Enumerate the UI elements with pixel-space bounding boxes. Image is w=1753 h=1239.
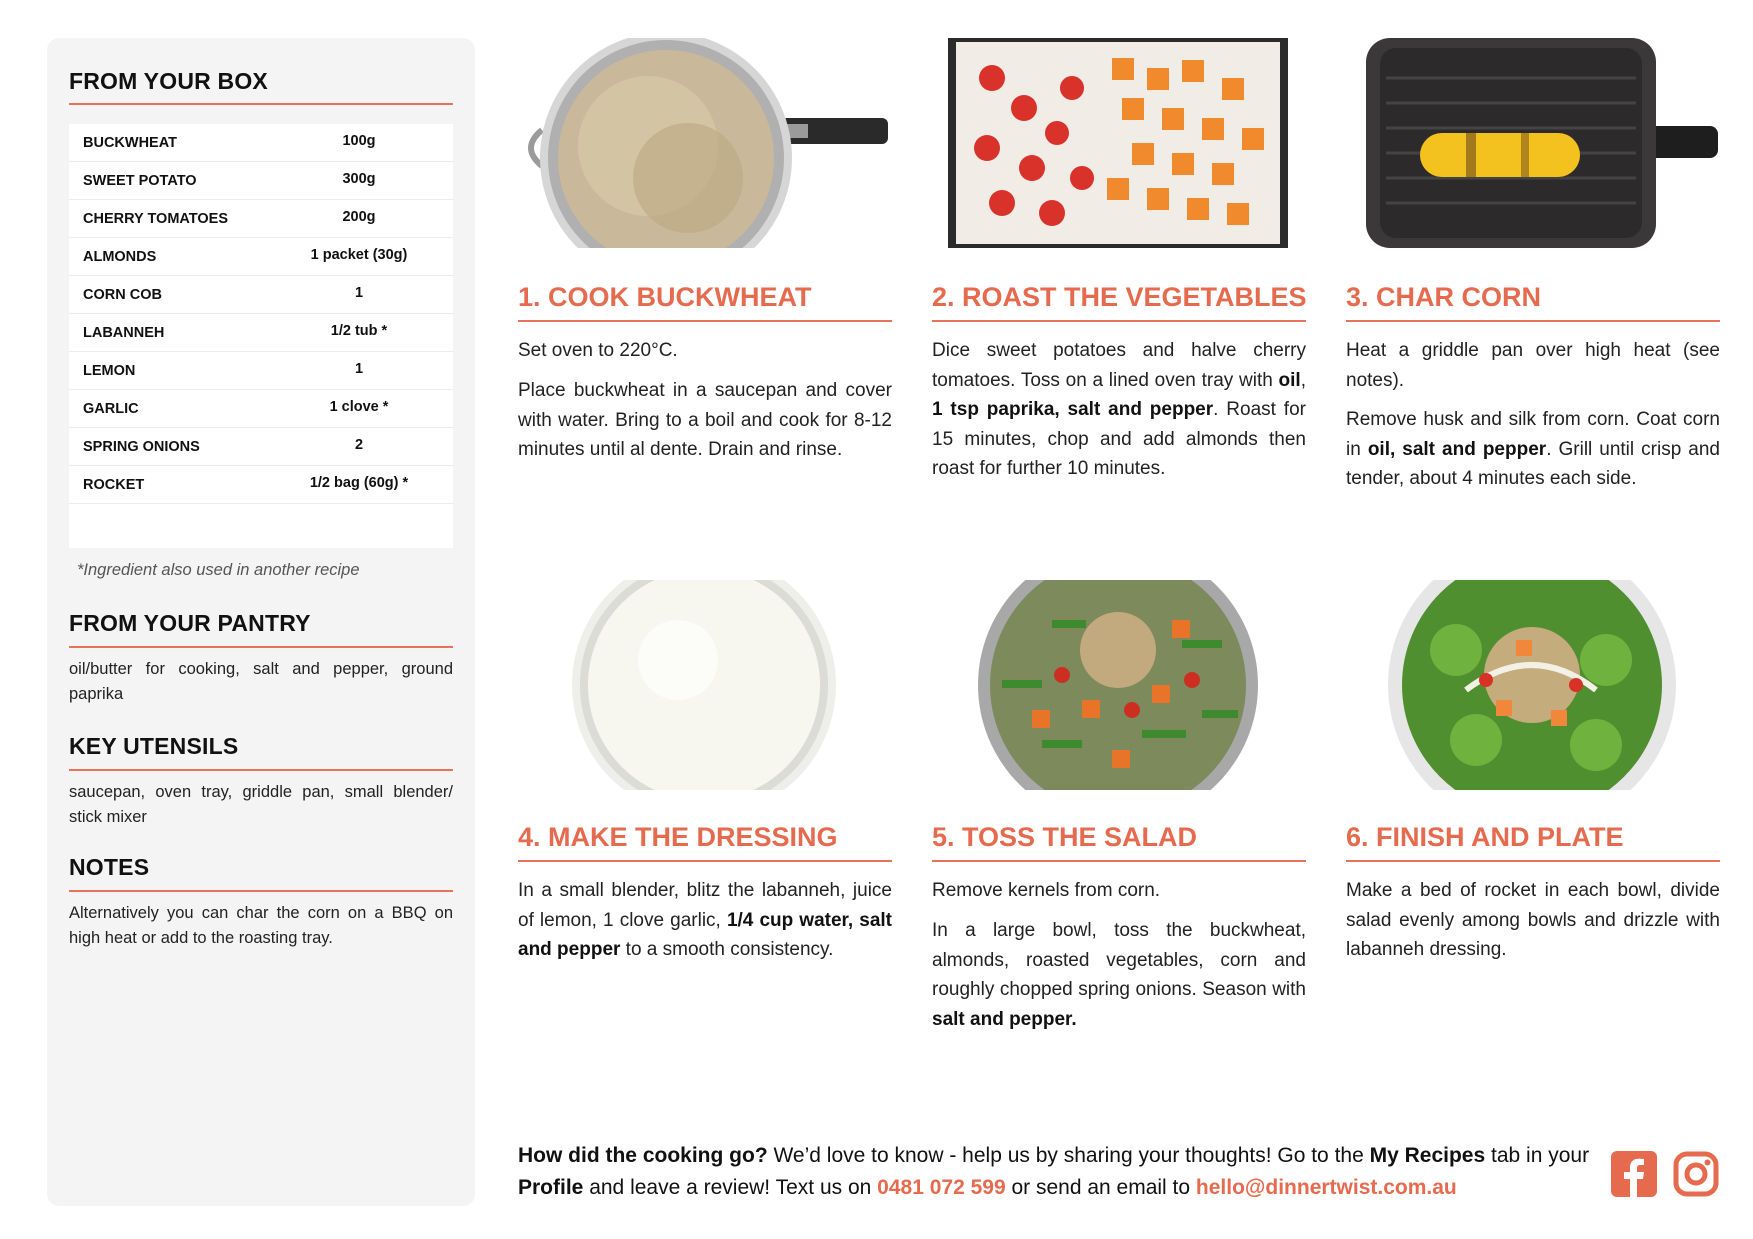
heading-divider [69,103,453,105]
ingredient-row [69,276,453,314]
ingredient-row [69,200,453,238]
ingredient-qty: 2 [354,437,364,453]
ingredient-row [69,162,453,200]
key-utensils-heading: KEY UTENSILS [69,733,239,759]
ingredient-qty: 1/2 tub * [330,323,388,339]
ingredient-row [69,238,453,276]
step-4-title: 4. MAKE THE DRESSING [518,822,838,852]
utensils-text: saucepan, oven tray, griddle pan, small blender/ stick mixer [69,783,453,826]
notes-heading: NOTES [69,854,150,880]
step-4-paragraph: In a small blender, blitz the labanneh, juice of lemon, 1 clove garlic, 1/4 cup water, salt and pepper to a smooth consistency. [518,880,893,960]
ingredient-name: SWEET POTATO [83,173,197,189]
profile-label: Profile [518,1176,584,1199]
heading-divider [69,769,453,771]
step-3-paragraph: Heat a griddle pan over high heat (see notes). [1346,340,1720,391]
ingredient-name: ROCKET [83,477,145,493]
ingredient-qty: 200g [342,209,376,225]
email-link[interactable]: hello@dinnertwist.com.au [1195,1176,1457,1199]
instagram-icon[interactable] [1673,1151,1719,1197]
feedback-question: How did the cooking go? [518,1144,768,1167]
ingredient-row [69,352,453,390]
my-recipes-label: My Recipes [1369,1144,1486,1167]
step-3-paragraph: Remove husk and silk from corn. Coat corn in oil, salt and pepper. Grill until crisp and tender, about 4 minutes each side. [1346,409,1720,489]
step-divider [932,860,1306,862]
ingredient-qty: 1 [354,361,364,377]
step-3-title: 3. CHAR CORN [1346,282,1542,312]
step-6-title: 6. FINISH AND PLATE [1346,822,1624,852]
plated-salad-photo [1346,580,1718,790]
ingredient-name: BUCKWHEAT [83,135,177,151]
buckwheat-strainer-photo [518,38,890,248]
roasted-vegetables-tray-photo [932,38,1304,248]
heading-divider [69,646,453,648]
ingredients-table [69,124,453,548]
ingredient-qty: 1 [354,285,364,301]
step-6-paragraph: Make a bed of rocket in each bowl, divide salad evenly among bowls and drizzle with labanneh dressing. [1346,880,1720,960]
from-your-box-heading: FROM YOUR BOX [69,68,268,94]
heading-divider [69,890,453,892]
step-1-title: 1. COOK BUCKWHEAT [518,282,812,312]
step-5-paragraph: Remove kernels from corn. [932,880,1161,901]
step-divider [932,320,1306,322]
ingredient-name: ALMONDS [83,249,157,265]
ingredient-row [69,314,453,352]
griddle-corn-photo [1346,38,1718,248]
step-2-paragraph: Dice sweet potatoes and halve cherry tomatoes. Toss on a lined oven tray with oil, 1 tsp paprika, salt and pepper. Roast for 15 minutes, chop and add almonds then roast for further 10 minutes. [932,340,1306,479]
ingredient-row [69,390,453,428]
facebook-icon[interactable] [1611,1151,1657,1197]
ingredient-name: LABANNEH [83,325,165,341]
ingredient-qty: 100g [342,133,376,149]
ingredient-footnote: *Ingredient also used in another recipe [77,561,360,579]
dressing-bowl-photo [518,580,890,790]
from-your-pantry-heading: FROM YOUR PANTRY [69,610,311,636]
ingredient-name: LEMON [83,363,136,379]
pantry-text: oil/butter for cooking, salt and pepper, ground paprika [69,660,453,703]
step-5-title: 5. TOSS THE SALAD [932,822,1198,852]
ingredient-qty: 1/2 bag (60g) * [309,475,409,491]
ingredient-qty: 1 packet (30g) [310,247,408,263]
ingredient-name: CHERRY TOMATOES [83,211,229,227]
ingredient-name: GARLIC [83,401,139,417]
ingredient-row [69,466,453,504]
ingredient-name: CORN COB [83,287,162,303]
ingredient-row [69,428,453,466]
phone-number-link[interactable]: 0481 072 599 [877,1176,1006,1199]
step-divider [1346,860,1720,862]
step-divider [1346,320,1720,322]
salad-mixing-bowl-photo [932,580,1304,790]
ingredient-name: SPRING ONIONS [83,439,200,455]
step-2-title: 2. ROAST THE VEGETABLES [932,282,1307,312]
ingredient-qty: 1 clove * [329,399,389,415]
ingredients-sidebar [47,38,475,1206]
step-divider [518,860,892,862]
notes-text: Alternatively you can char the corn on a BBQ on high heat or add to the roasting tray. [69,904,453,947]
step-5-paragraph: In a large bowl, toss the buckwheat, almonds, roasted vegetables, corn and roughly chopped spring onions. Season with salt and pepper. [932,920,1306,1030]
ingredient-row [69,124,453,162]
feedback-footer: How did the cooking go? We’d love to know - help us by sharing your thoughts! Go to the My Recipes tab in your Profile and leave a review! Text us on 0481 072 599 or send an email to hello@dinnertwist.com.au [518,1144,1590,1199]
step-divider [518,320,892,322]
step-1-paragraph: Place buckwheat in a saucepan and cover with water. Bring to a boil and cook for 8-12 minutes until al dente. Drain and rinse. [518,380,892,460]
step-1-paragraph: Set oven to 220°C. [518,340,678,361]
ingredient-qty: 300g [342,171,376,187]
